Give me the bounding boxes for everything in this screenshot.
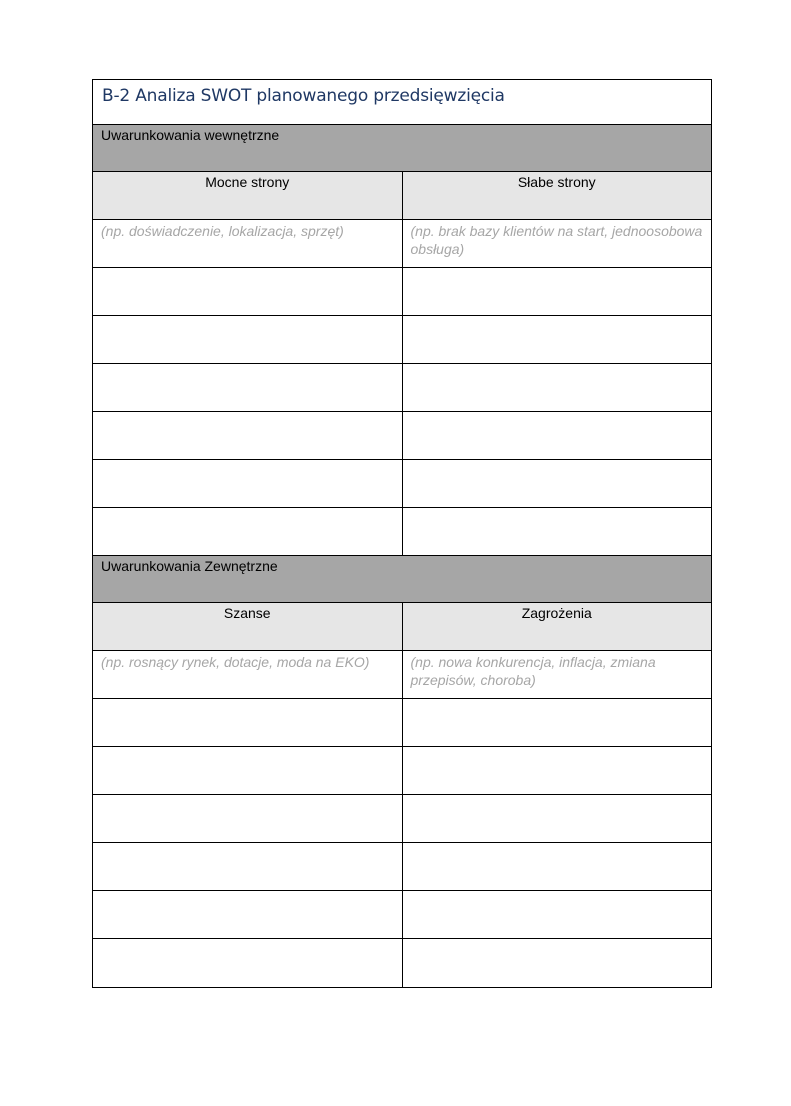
weaknesses-entry-1[interactable] [403,268,712,315]
threats-entry-1[interactable] [403,699,712,746]
opportunities-entry-5[interactable] [93,891,403,938]
opportunities-entry-6[interactable] [93,939,403,987]
table-row [93,508,711,556]
internal-column-headers [93,172,711,220]
threats-entry-5[interactable] [403,891,712,938]
external-column-headers [93,603,711,651]
table-row [93,843,711,891]
weaknesses-header: Słabe strony [517,174,596,190]
opportunities-header: Szanse [93,603,403,650]
opportunities-entry-1[interactable] [93,699,403,746]
opportunities-entry-4[interactable] [93,843,403,890]
strengths-entry-6[interactable] [93,508,403,555]
table-row [93,412,711,460]
section-external-label: Uwarunkowania Zewnętrzne [101,558,278,574]
opportunities-entry-3[interactable] [93,795,403,842]
internal-hint-row [93,220,711,268]
strengths-entry-5[interactable] [93,460,403,507]
table-row [93,795,711,843]
document-title: B-2 Analiza SWOT planowanego przedsięwzięcia [102,86,505,106]
weaknesses-hint[interactable]: (np. brak bazy klientów na start, jednoosobowa obsługa) [410,223,703,257]
weaknesses-entry-6[interactable] [403,508,712,555]
table-row [93,939,711,987]
table-row [93,268,711,316]
threats-entry-2[interactable] [403,747,712,794]
strengths-entry-1[interactable] [93,268,403,315]
table-row [93,891,711,939]
table-row [93,747,711,795]
weaknesses-entry-3[interactable] [403,364,712,411]
opportunities-entry-2[interactable] [93,747,403,794]
weaknesses-entry-4[interactable] [403,412,712,459]
threats-entry-3[interactable] [403,795,712,842]
weaknesses-entry-2[interactable] [403,316,712,363]
threats-entry-6[interactable] [403,939,712,987]
section-internal-header [93,125,711,172]
table-row [93,460,711,508]
threats-entry-4[interactable] [403,843,712,890]
strengths-hint[interactable]: (np. doświadczenie, lokalizacja, sprzęt) [93,220,403,267]
strengths-entry-3[interactable] [93,364,403,411]
threats-hint[interactable]: (np. nowa konkurencja, inflacja, zmiana przepisów, choroba) [410,654,656,688]
title-row [93,80,711,125]
strengths-entry-2[interactable] [93,316,403,363]
strengths-header: Mocne strony [93,172,403,219]
table-row [93,316,711,364]
section-external-header [93,556,711,603]
swot-table [92,79,712,988]
section-internal-label: Uwarunkowania wewnętrzne [101,127,280,143]
threats-header: Zagrożenia [521,605,592,621]
opportunities-hint[interactable]: (np. rosnący rynek, dotacje, moda na EKO) [93,651,403,698]
external-hint-row [93,651,711,699]
table-row [93,699,711,747]
weaknesses-entry-5[interactable] [403,460,712,507]
strengths-entry-4[interactable] [93,412,403,459]
table-row [93,364,711,412]
